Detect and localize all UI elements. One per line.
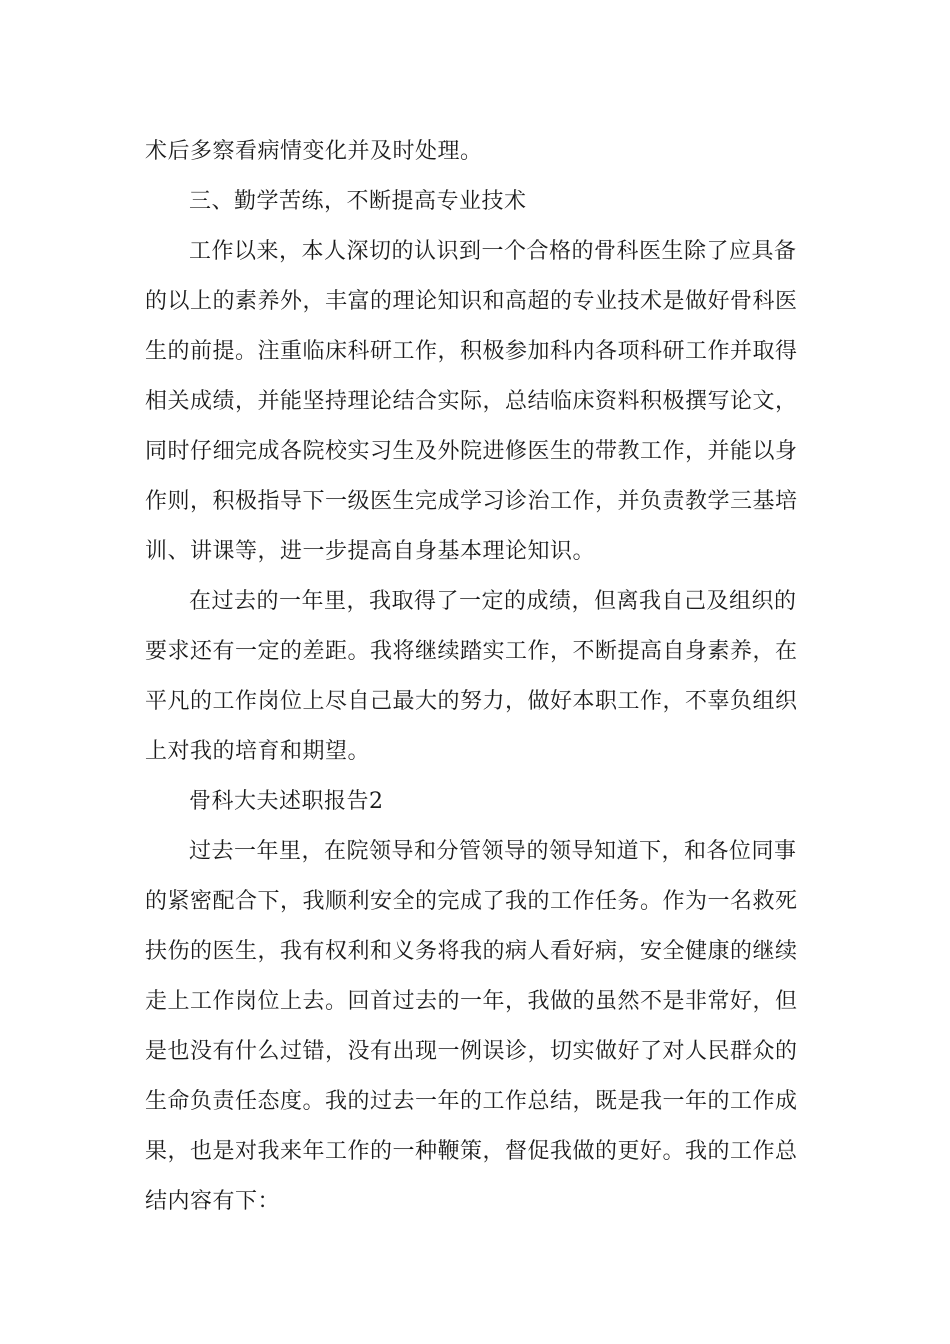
paragraph-3-line-1: 要求还有一定的差距。我将继续踏实工作，不断提高自身素养，在 bbox=[145, 639, 798, 664]
paragraph-5-line-3: 走上工作岗位上去。回首过去的一年，我做的虽然不是非常好，但 bbox=[145, 989, 798, 1014]
paragraph-3-line-2: 平凡的工作岗位上尽自己最大的努力，做好本职工作，不辜负组织 bbox=[145, 689, 798, 714]
paragraph-2-line-0: 工作以来，本人深切的认识到一个合格的骨科医生除了应具备 bbox=[189, 239, 797, 264]
paragraph-2-line-1: 的以上的素养外，丰富的理论知识和高超的专业技术是做好骨科医 bbox=[145, 289, 798, 314]
paragraph-2-line-3: 相关成绩，并能坚持理论结合实际，总结临床资料积极撰写论文， bbox=[145, 389, 798, 414]
paragraph-0-line-0: 术后多察看病情变化并及时处理。 bbox=[145, 139, 483, 164]
paragraph-4-line-0: 骨科大夫述职报告2 bbox=[189, 789, 384, 814]
paragraph-5-line-1: 的紧密配合下，我顺利安全的完成了我的工作任务。作为一名救死 bbox=[145, 889, 798, 914]
paragraph-3-line-3: 上对我的培育和期望。 bbox=[145, 739, 371, 764]
paragraph-2-line-4: 同时仔细完成各院校实习生及外院进修医生的带教工作，并能以身 bbox=[145, 439, 798, 464]
paragraph-5-line-7: 结内容有下： bbox=[145, 1189, 281, 1214]
paragraph-5-line-0: 过去一年里，在院领导和分管领导的领导知道下，和各位同事 bbox=[189, 839, 797, 864]
paragraph-1-line-0: 三、勤学苦练，不断提高专业技术 bbox=[189, 189, 527, 214]
paragraph-5-line-6: 果，也是对我来年工作的一种鞭策，督促我做的更好。我的工作总 bbox=[145, 1139, 798, 1164]
paragraph-5-line-4: 是也没有什么过错，没有出现一例误诊，切实做好了对人民群众的 bbox=[145, 1039, 798, 1064]
paragraph-3-line-0: 在过去的一年里，我取得了一定的成绩，但离我自己及组织的 bbox=[189, 589, 797, 614]
document-body bbox=[145, 127, 810, 1227]
paragraph-2-line-6: 训、讲课等，进一步提高自身基本理论知识。 bbox=[145, 539, 596, 564]
paragraph-2-line-2: 生的前提。注重临床科研工作，积极参加科内各项科研工作并取得 bbox=[145, 339, 798, 364]
paragraph-2-line-5: 作则，积极指导下一级医生完成学习诊治工作，并负责教学三基培 bbox=[145, 489, 798, 514]
paragraph-5-line-2: 扶伤的医生，我有权利和义务将我的病人看好病，安全健康的继续 bbox=[145, 939, 798, 964]
paragraph-5-line-5: 生命负责任态度。我的过去一年的工作总结，既是我一年的工作成 bbox=[145, 1089, 798, 1114]
